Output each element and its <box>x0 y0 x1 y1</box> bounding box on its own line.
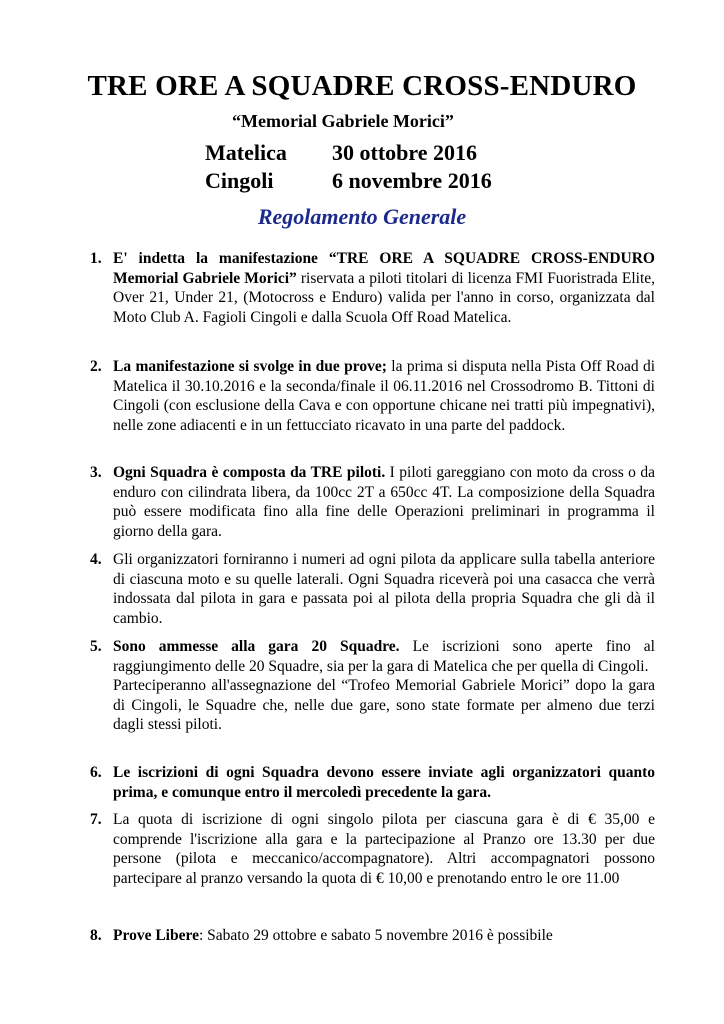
rule-item <box>90 249 655 327</box>
rule-text: : Sabato 29 ottobre e sabato 5 novembre 2016 è possibile <box>198 927 553 944</box>
rule-body <box>113 550 655 628</box>
rule-number: 1. <box>90 250 102 267</box>
rule-body <box>113 463 655 541</box>
document-subtitle: “Memorial Gabriele Morici” <box>232 111 454 131</box>
rule-body <box>113 926 655 946</box>
rule-item <box>90 763 655 802</box>
event-date: 6 novembre 2016 <box>332 168 492 193</box>
rule-bold-text: Prove Libere <box>113 927 199 944</box>
rule-text: La quota di iscrizione di ogni singolo pilota per ciascuna gara è di € 35,00 e comprende l'iscrizione alla gara e la partecipazione al Pranzo ore 13.30 per due persone (pilota e meccanico/accompagnatore). Altri accompagnatori possono partecipare al pranzo versando la quota di € 10,00 e prenotando entro le ore 11.00 <box>113 811 655 887</box>
rule-text: la prima si disputa nella Pista Off Road di Matelica il 30.10.2016 e la seconda/finale il 06.11.2016 nel Crossodromo B. Tittoni di Cingoli (con esclusione della Cava e con opportune chicane nei tratti più impegnativi), nelle zone adiacenti e in un fettucciato ricavato in una parte del paddock. <box>113 358 655 434</box>
rule-item <box>90 550 655 628</box>
event-date: 30 ottobre 2016 <box>332 140 478 165</box>
rule-number: 5. <box>90 638 102 655</box>
rule-bold-text: La manifestazione si svolge in due prove; <box>113 358 387 375</box>
rule-number: 2. <box>90 358 102 375</box>
rule-text: I piloti gareggiano con moto da cross o da enduro con cilindrata libera, da 100cc 2T a 650cc 4T. La composizione della Squadra può essere modificata fino alla fine delle Operazioni preliminari in programma il giorno della gara. <box>113 464 655 540</box>
rule-number: 3. <box>90 464 102 481</box>
rule-bold-text: Sono ammesse alla gara 20 Squadre. <box>113 638 400 655</box>
rule-number: 7. <box>90 811 102 828</box>
event-date-line <box>205 140 477 166</box>
rule-item <box>90 357 655 435</box>
section-title: Regolamento Generale <box>257 204 467 229</box>
rule-text: Gli organizzatori forniranno i numeri ad ogni pilota da applicare sulla tabella anteriore di ciascuna moto e su quelle laterali. Ogni Squadra riceverà poi una casacca che verrà indossata dal pilota in gara e passata poi al pilota della propria Squadra che gli dà il cambio. <box>113 551 655 627</box>
rule-text: Le iscrizioni sono aperte fino al raggiungimento delle 20 Squadre, sia per la gara di Matelica che per quella di Cingoli. <box>113 638 655 675</box>
rule-number: 4. <box>90 551 102 568</box>
rule-text-continued: Parteciperanno all'assegnazione del “Trofeo Memorial Gabriele Morici” dopo la gara di Cingoli, le Squadre che, nelle due gare, sono state formate per almeno due terzi dagli stessi piloti. <box>113 677 655 734</box>
document-title: TRE ORE A SQUADRE CROSS-ENDURO <box>87 70 637 102</box>
rule-item <box>90 637 655 735</box>
rule-body <box>113 357 655 435</box>
rule-number: 8. <box>90 927 102 944</box>
rule-item <box>90 463 655 541</box>
rule-body <box>113 249 655 327</box>
rule-text: riservata a piloti titolari di licenza FMI Fuoristrada Elite, Over 21, Under 21, (Motocross e Enduro) valida per l'anno in corso, organizzata dal Moto Club A. Fagioli Cingoli e dalla Scuola Off Road Matelica. <box>113 269 656 326</box>
rule-number: 6. <box>90 764 102 781</box>
rule-body <box>113 810 655 888</box>
event-place: Cingoli <box>205 168 274 193</box>
rule-bold-text: E' indetta la manifestazione “TRE ORE A SQUADRE CROSS-ENDURO Memorial Gabriele Morici” <box>113 250 655 287</box>
rule-body <box>113 763 655 802</box>
rule-item <box>90 810 655 888</box>
event-date-line <box>205 168 492 194</box>
rule-item <box>90 926 655 946</box>
rule-bold-text: Le iscrizioni di ogni Squadra devono essere inviate agli organizzatori quanto prima, e comunque entro il mercoledì precedente la gara. <box>113 764 655 801</box>
event-place: Matelica <box>205 140 287 165</box>
rule-bold-text: Ogni Squadra è composta da TRE piloti. <box>113 464 386 481</box>
rule-body <box>113 637 655 735</box>
